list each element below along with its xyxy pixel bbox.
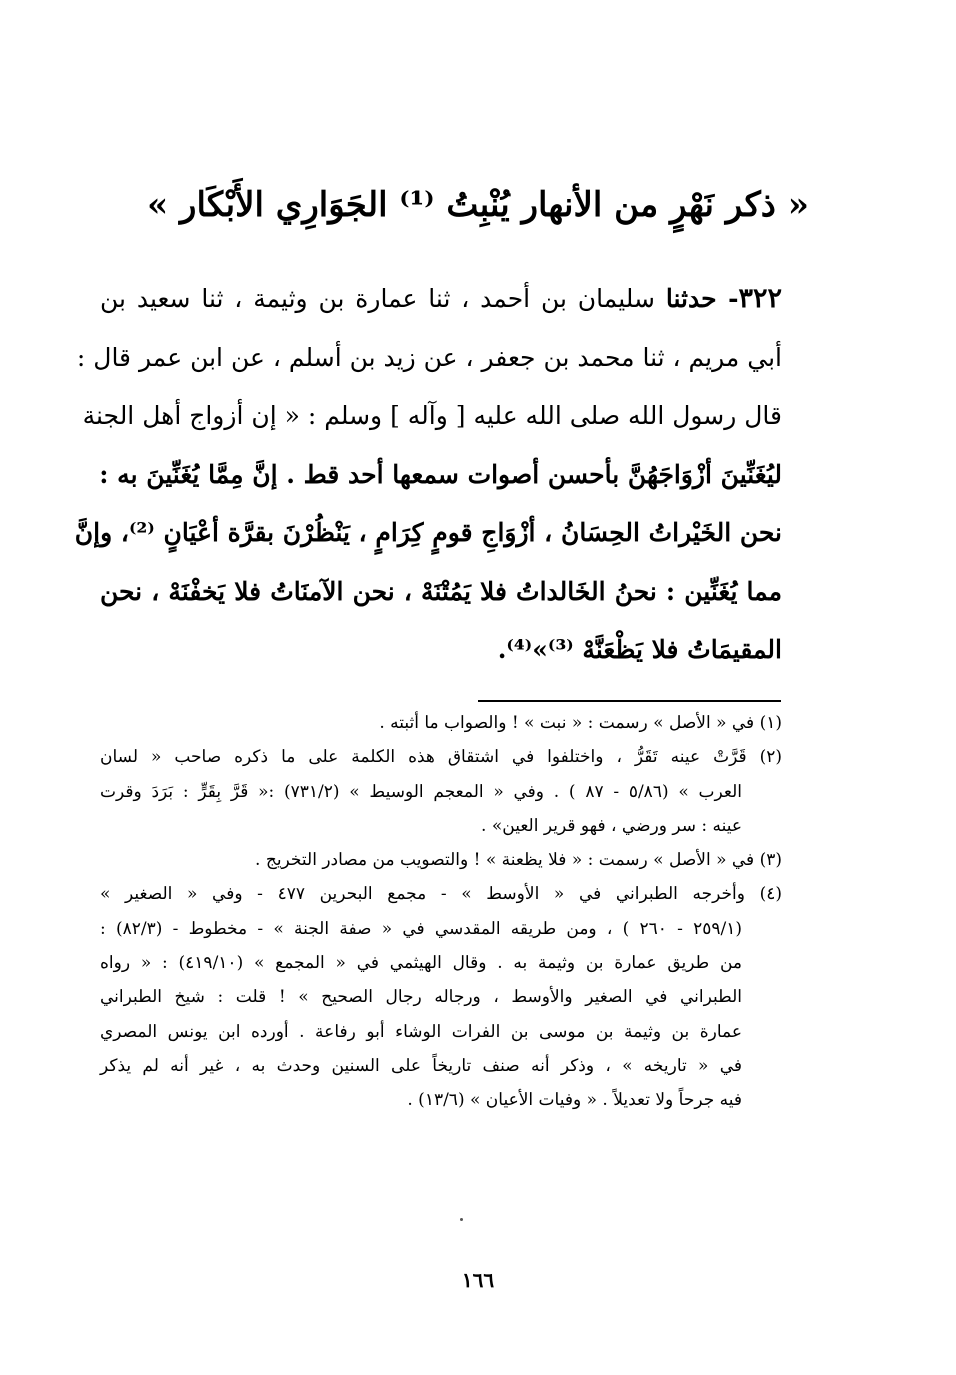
hadith-line-text: سليمان بن أحمد ، ثنا عمارة بن وثيمة ، ثنا سعيد بن — [100, 284, 666, 313]
footnote-4-cont: من طريق عمارة بن وثيمة به . وقال الهيثمي في « المجمع » (٤١٩/١٠) : « رواه — [100, 953, 742, 974]
print-speck — [460, 1218, 463, 1221]
footnote-2-cont: عينه : سر ورضي ، فهو قرير العين» . — [481, 815, 742, 836]
footnote-2: (٢) قَرَّتْ عينه تَقَرُّ ، واختلفوا في اشتقاق هذه الكلمة على ما ذكره صاحب « لسان — [100, 747, 782, 768]
footnotes — [100, 706, 782, 1118]
footnote-1: (١) في « الأصل » رسمت : « نبت » ! والصواب ما أثبته . — [379, 713, 782, 733]
hadith-line-text: ليُغَنِّينَ أزْوَاجَهُنَّ بأحسن أصوات سمعها أحد قط . إنَّ مِمَّا يُغَنِّينَ به : — [99, 459, 782, 489]
hadith-line-1 — [100, 270, 782, 329]
hadith-line-5 — [74, 504, 782, 563]
page-number: ١٦٦ — [461, 1268, 495, 1292]
hadith-line-text: أبي مريم ، ثنا محمد بن جعفر ، عن زيد بن أسلم ، عن ابن عمر قال : — [76, 342, 782, 372]
hadith-line-text: قال رسول الله صلى الله عليه [ وآله ] وسلم : « إن أزواج أهل الجنة — [82, 401, 782, 430]
footnote-4-cont: الطبراني في الصغير والأوسط ، ورجاله رجال الصحيح » ! قلت : شيخ الطبراني — [100, 987, 742, 1008]
footnote-4: (٤) وأخرجه الطبراني في « الأوسط » - مجمع البحرين ٤٧٧ - وفي « الصغير » — [100, 884, 782, 905]
hadith-number: ٣٢٢ — [738, 283, 783, 314]
hadith-line-3 — [82, 387, 782, 446]
footnote-3: (٣) في « الأصل » رسمت : « فلا يظعنة » ! والتصويب من مصادر التخريج . — [255, 850, 782, 871]
footnote-4-cont: عمارة بن وثيمة بن موسى بن الفرات الوشاء أبو رفاعة . أورده ابن يونس المصري — [100, 1021, 742, 1042]
section-title: « ذكر نَهْرٍ من الأنهار يُنْبِتُ ⁽¹⁾ الجَوَارِي الأَبْكَار » — [146, 185, 810, 225]
footnote-4-cont: في « تاريخه » ، وذكر أنه صنف تاريخاً على السنين وحدث به ، غير أنه لم يذكر — [100, 1055, 742, 1076]
footnote-separator — [478, 700, 781, 702]
hadith-line-6 — [100, 563, 782, 622]
footnote-4-cont: (٢٥٩/١ - ٢٦٠ ) ، ومن طريقه المقدسي في « صفة الجنة » - مخطوط - (٨٢/٣) : — [100, 918, 742, 939]
hadith-line-text: مما يُغَنِّين : نحنُ الخَالداتُ فلا يَمُتْنَهْ ، نحن الآمنَاتُ فلا يَخفْنَهْ ، نحن — [100, 576, 782, 606]
hadith-line-7 — [100, 621, 782, 680]
hadith-line-4 — [100, 446, 782, 505]
hadith-line-text: نحن الخَيْراتُ الحِسَانُ ، أزْوَاجِ قومٍ كِرَامٍ ، يَنْظُرْنَ بقرَّة أعْيَانٍ ⁽²⁾، وإنَّ — [74, 518, 782, 547]
hadith-text — [74, 270, 783, 680]
hadith-opening: - حدثنا — [665, 284, 739, 313]
footnote-2-cont: العرب » (٥/٨٦ - ٨٧ ) . وفي « المعجم الوسيط » (٧٣١/٢) :« قَرَّ بِقَرٍّ : بَرَدَ وقرت — [100, 781, 742, 802]
hadith-line-2 — [76, 329, 782, 388]
footnote-4-cont: فيه جرحاً ولا تعديلاً . « وفيات الأعيان » (١٣/٦) . — [407, 1090, 742, 1111]
hadith-line-text: المقيمَاتُ فلا يَظْعَنَّهْ ⁽³⁾»⁽⁴⁾. — [497, 635, 782, 664]
